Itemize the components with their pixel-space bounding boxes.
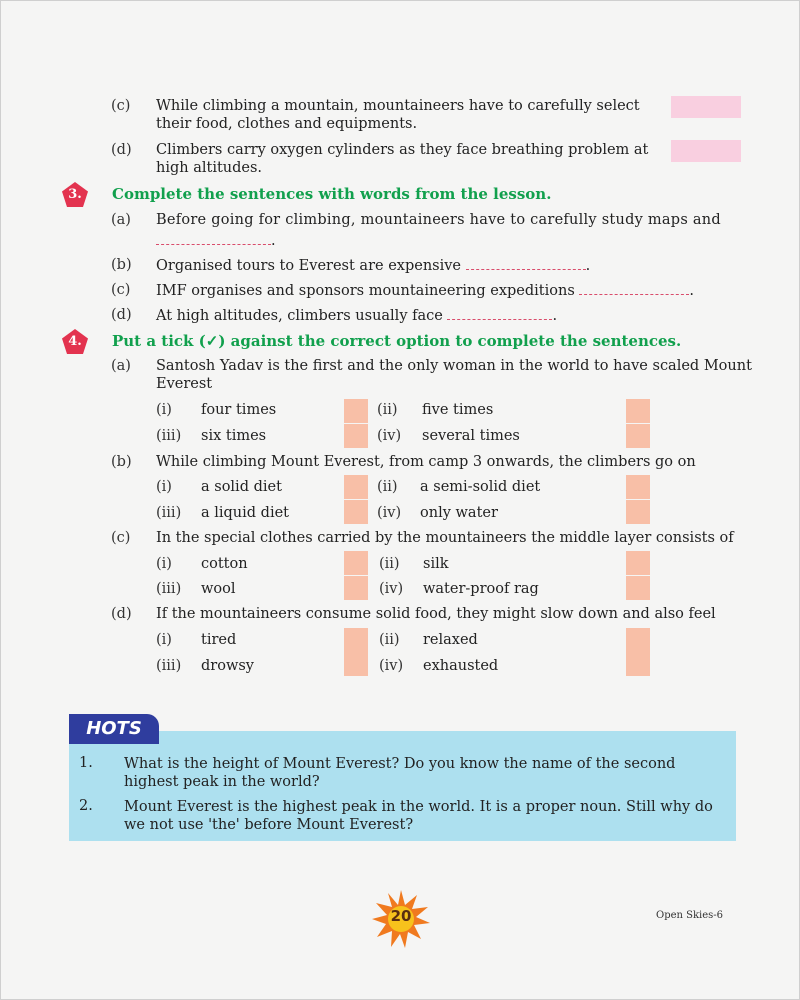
item-label: (d) (111, 307, 132, 323)
item-label: (d) (111, 142, 132, 158)
option-text: five times (422, 402, 494, 418)
tick-box[interactable] (626, 652, 650, 676)
option-text: drowsy (201, 658, 254, 674)
item-text-line2: Everest (156, 376, 213, 392)
item-label: (c) (111, 282, 131, 298)
question-badge-3 (61, 181, 89, 209)
question-number: 3. (68, 187, 82, 202)
option-numeral: (ii) (377, 479, 398, 495)
question-heading: Put a tick (✓) against the correct option to complete the sentences. (112, 332, 682, 350)
item-label: (c) (111, 530, 131, 546)
tick-box[interactable] (626, 628, 650, 652)
option-numeral: (iii) (156, 658, 182, 674)
option-numeral: (ii) (379, 556, 400, 572)
tick-box[interactable] (344, 424, 368, 448)
tick-box[interactable] (344, 551, 368, 575)
item-label: (b) (111, 454, 132, 470)
option-numeral: (i) (156, 556, 172, 572)
option-text: wool (201, 581, 236, 597)
fill-blank[interactable] (579, 281, 689, 295)
hots-title: HOTS (69, 714, 159, 744)
item-text: Before going for climbing, mountaineers have to carefully study maps and (156, 212, 721, 228)
tick-box[interactable] (344, 475, 368, 499)
option-numeral: (iv) (379, 658, 404, 674)
item-end: . (552, 308, 558, 324)
item-text-line2: their food, clothes and equipments. (156, 116, 418, 132)
option-text: cotton (201, 556, 248, 572)
tick-box[interactable] (626, 424, 650, 448)
item-text: IMF organises and sponsors mountaineering expeditions (156, 283, 575, 299)
option-text: a liquid diet (201, 505, 290, 521)
item-text: While climbing Mount Everest, from camp 3 onwards, the climbers go on (156, 454, 696, 470)
option-text: four times (201, 402, 277, 418)
option-numeral: (iii) (156, 505, 182, 521)
tick-box[interactable] (626, 551, 650, 575)
item-label: (d) (111, 606, 132, 622)
question-badge-4 (61, 328, 89, 356)
hots-item-text: Mount Everest is the highest peak in the world. It is a proper noun. Still why do we not use 'the' before Mount Everest? (124, 799, 713, 833)
item-text: Organised tours to Everest are expensive (156, 258, 462, 274)
answer-box-d[interactable] (671, 140, 741, 162)
option-text: silk (423, 556, 449, 572)
option-text: only water (420, 505, 498, 521)
item-label: (a) (111, 358, 131, 374)
option-numeral: (iv) (379, 581, 404, 597)
option-numeral: (i) (156, 479, 172, 495)
book-title: Open Skies-6 (656, 910, 724, 921)
fill-blank[interactable] (156, 231, 271, 245)
question-number: 4. (68, 334, 82, 349)
option-text: exhausted (423, 658, 499, 674)
item-text: In the special clothes carried by the mountaineers the middle layer consists of (156, 530, 734, 546)
option-numeral: (i) (156, 402, 172, 418)
hots-item-number: 1. (79, 755, 93, 771)
option-numeral: (iii) (156, 581, 182, 597)
tick-box[interactable] (344, 576, 368, 600)
fill-blank[interactable] (447, 306, 552, 320)
option-numeral: (iv) (377, 505, 402, 521)
option-text: several times (422, 428, 520, 444)
item-label: (a) (111, 212, 131, 228)
option-numeral: (ii) (379, 632, 400, 648)
item-text-line1: Climbers carry oxygen cylinders as they face breathing problem at (156, 142, 649, 158)
tick-box[interactable] (626, 475, 650, 499)
tick-box[interactable] (344, 628, 368, 652)
hots-item-text: What is the height of Mount Everest? Do you know the name of the second highest peak in the world? (124, 756, 676, 790)
hots-item-number: 2. (79, 798, 93, 814)
tick-box[interactable] (626, 500, 650, 524)
option-text: water-proof rag (423, 581, 539, 597)
option-numeral: (iii) (156, 428, 182, 444)
item-text-line2: high altitudes. (156, 160, 263, 176)
answer-box-c[interactable] (671, 96, 741, 118)
item-text-line1: Santosh Yadav is the first and the only woman in the world to have scaled Mount (156, 358, 752, 374)
item-end: . (689, 283, 694, 299)
option-text: tired (201, 632, 237, 648)
tick-box[interactable] (344, 500, 368, 524)
tick-box[interactable] (344, 399, 368, 423)
page-number: 20 (390, 907, 412, 925)
option-text: relaxed (423, 632, 478, 648)
item-end: . (585, 258, 591, 274)
tick-box[interactable] (626, 399, 650, 423)
question-heading: Complete the sentences with words from the lesson. (112, 185, 552, 203)
tick-box[interactable] (626, 576, 650, 600)
option-text: a solid diet (201, 479, 282, 495)
item-text: If the mountaineers consume solid food, they might slow down and also feel (156, 606, 716, 622)
tick-box[interactable] (344, 652, 368, 676)
item-text-line1: While climbing a mountain, mountaineers have to carefully select (156, 98, 640, 114)
option-numeral: (iv) (377, 428, 402, 444)
item-label: (b) (111, 257, 132, 273)
item-text: At high altitudes, climbers usually face (156, 308, 443, 324)
fill-blank[interactable] (466, 256, 586, 270)
option-text: a semi-solid diet (420, 479, 541, 495)
item-end: . (271, 233, 276, 249)
item-label: (c) (111, 98, 131, 114)
option-numeral: (i) (156, 632, 172, 648)
option-text: six times (201, 428, 267, 444)
option-numeral: (ii) (377, 402, 398, 418)
